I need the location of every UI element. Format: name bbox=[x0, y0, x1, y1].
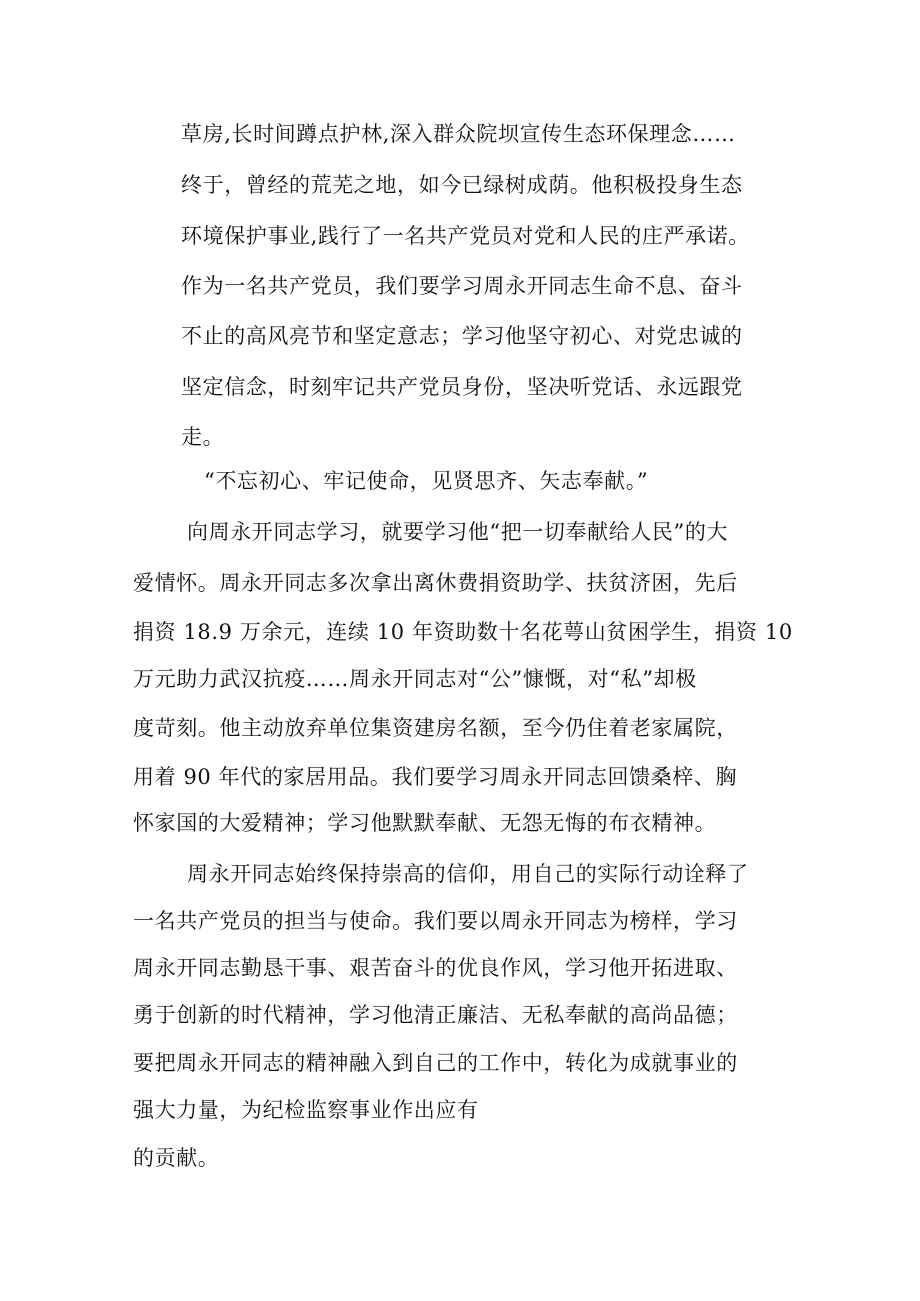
text-line: 环境保护事业,践行了一名共产党员对党和人民的庄严承诺。 bbox=[181, 224, 750, 248]
text-line: 作为一名共产党员，我们要学习周永开同志生命不息、奋斗 bbox=[181, 274, 743, 298]
text-line: 勇于创新的时代精神，学习他清正廉洁、无私奉献的高尚品德； bbox=[133, 1003, 738, 1027]
text-line: 终于，曾经的荒芜之地，如今已绿树成荫。他积极投身生态 bbox=[181, 173, 743, 197]
paragraph-start-line: 周永开同志始终保持崇高的信仰，用自己的实际行动诠释了 bbox=[187, 862, 749, 886]
text-line: 用着 90 年代的家居用品。我们要学习周永开同志回馈桑梓、胸 bbox=[133, 765, 738, 789]
text-line: 坚定信念，时刻牢记共产党员身份，坚决听党话、永远跟党 bbox=[181, 375, 743, 399]
text-line: 周永开同志勤恳干事、艰苦奋斗的优良作风，学习他开拓进取、 bbox=[133, 956, 738, 980]
text-line: 捐资 18.9 万余元，连续 10 年资助数十名花萼山贫困学生，捐资 10 bbox=[133, 620, 793, 644]
text-line: 爱情怀。周永开同志多次拿出离休费捐资助学、扶贫济困，先后 bbox=[133, 571, 738, 595]
text-line: 度苛刻。他主动放弃单位集资建房名额，至今仍住着老家属院， bbox=[133, 716, 738, 740]
text-line: 万元助力武汉抗疫……周永开同志对“公”慷慨，对“私”却极 bbox=[133, 667, 697, 691]
text-line: 走。 bbox=[181, 425, 225, 449]
paragraph-start-line: 向周永开同志学习，就要学习他“把一切奉献给人民”的大 bbox=[187, 520, 729, 544]
text-line: 怀家国的大爱精神；学习他默默奉献、无怨无悔的布衣精神。 bbox=[133, 811, 717, 835]
text-line: 一名共产党员的担当与使命。我们要以周永开同志为榜样，学习 bbox=[133, 909, 738, 933]
text-line: 要把周永开同志的精神融入到自己的工作中，转化为成就事业的 bbox=[133, 1051, 738, 1075]
quote-line: “不忘初心、牢记使命，见贤思齐、矢志奉献。” bbox=[204, 469, 649, 493]
text-line: 的贡献。 bbox=[133, 1146, 220, 1170]
text-line: 草房,长时间蹲点护林,深入群众院坝宣传生态环保理念…… bbox=[181, 122, 736, 146]
text-line: 不止的高风亮节和坚定意志；学习他坚守初心、对党忠诚的 bbox=[181, 324, 743, 348]
text-line: 强大力量，为纪检监察事业作出应有 bbox=[133, 1098, 479, 1122]
